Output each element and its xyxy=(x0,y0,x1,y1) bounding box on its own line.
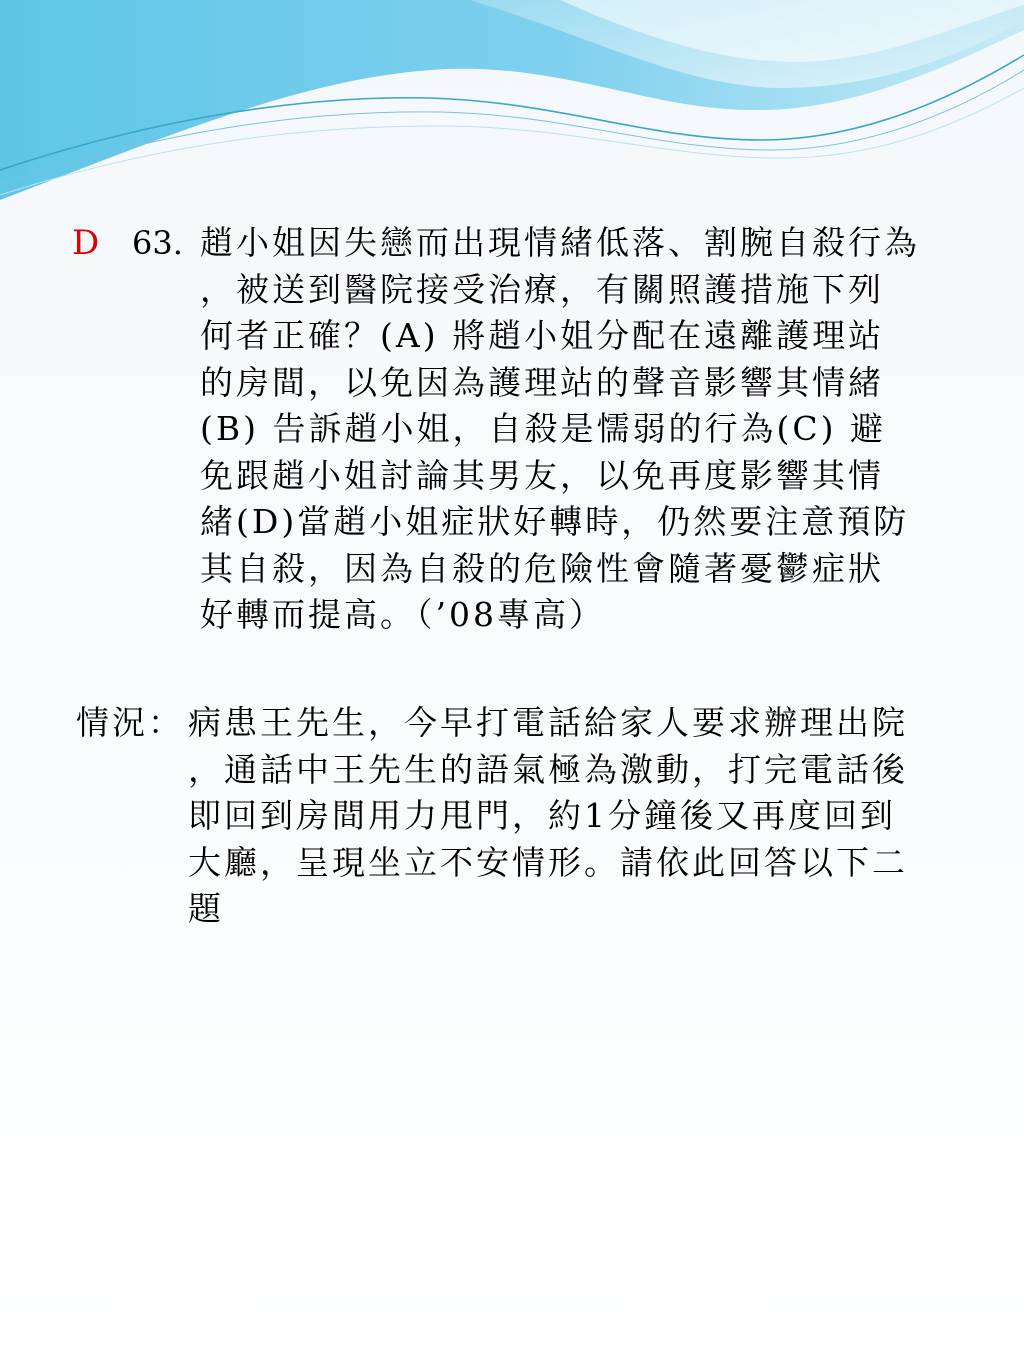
decorative-wave-header xyxy=(0,0,1024,230)
answer-key: D xyxy=(72,223,100,263)
situation-text: 病患王先生，今早打電話給家人要求辦理出院 ，通話中王先生的語氣極為激動，打完電話後 即回到房間用力甩門，約1分鐘後又再度回到 大廳，呈現坐立不安情形。請依此回答以下二 題 xyxy=(188,703,908,928)
situation-label: 情況： xyxy=(76,703,184,742)
question-text: 趙小姐因失戀而出現情緒低落、割腕自殺行為 ，被送到醫院接受治療，有關照護措施下列 何者正確？(A) 將趙小姐分配在遠離護理站 的房間，以免因為護理站的聲音影響其情緒 (B) 告訴趙小姐，自殺是懦弱的行為(C) 避 免跟趙小姐討論其男友，以免再度影響其情 緒(D)當趙小姐症狀好轉時，仍然要注意預防 其自殺，因為自殺的危險性會隨著憂鬱症狀 好轉而提高。（’08專高） xyxy=(200,223,920,634)
question-number: 63. xyxy=(132,224,183,262)
